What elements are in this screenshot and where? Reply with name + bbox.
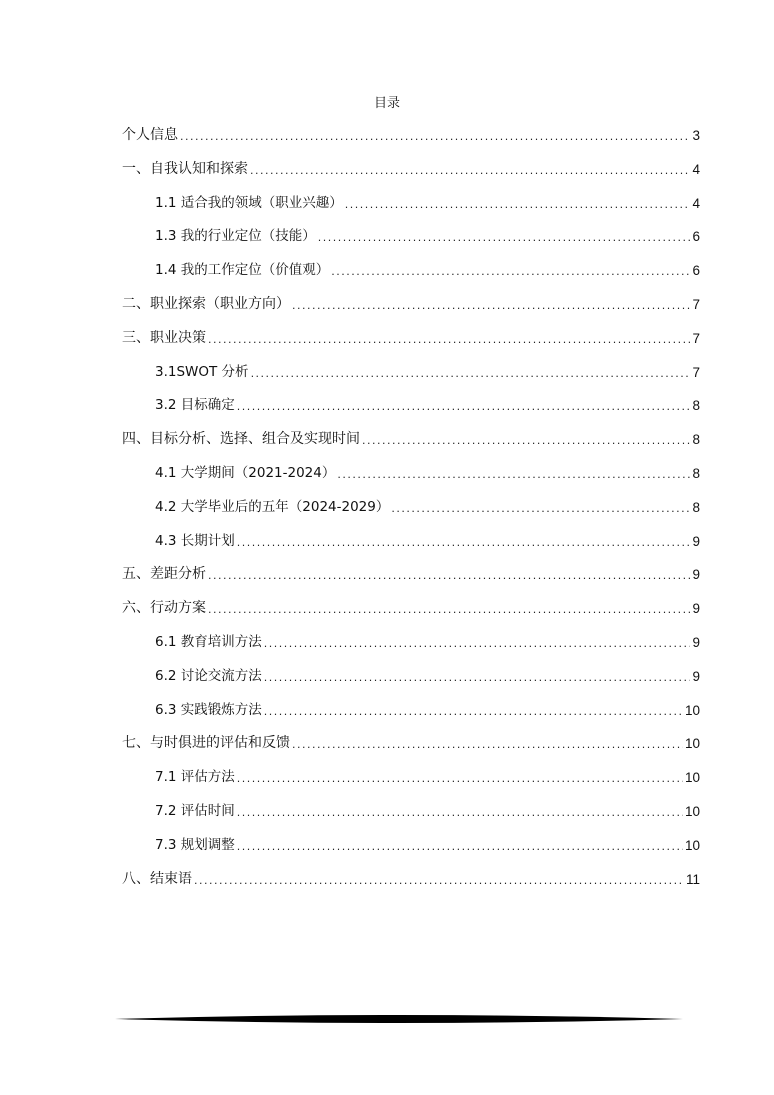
- toc-dot-leader: [237, 795, 683, 829]
- toc-entry-page-number: 8: [692, 465, 700, 481]
- toc-entry[interactable]: [122, 592, 700, 626]
- toc-dot-leader: [194, 863, 684, 897]
- toc-entry-label: 4.1 大学期间（2021-2024）: [155, 464, 336, 481]
- toc-dot-leader: [251, 356, 691, 390]
- toc-entry-page-number: 4: [692, 161, 700, 177]
- toc-entry-page-number: 7: [692, 364, 700, 380]
- toc-entry[interactable]: [122, 254, 700, 288]
- toc-entry-label: 个人信息: [122, 127, 178, 143]
- toc-entry-label: 七、与时俱进的评估和反馈: [122, 735, 290, 752]
- toc-entry-label: 八、结束语: [122, 870, 192, 887]
- toc-entry-label: 1.3 我的行业定位（技能）: [155, 228, 316, 245]
- toc-dot-leader: [292, 288, 690, 322]
- toc-entry[interactable]: [122, 558, 700, 592]
- toc-entry-label: 六、行动方案: [122, 600, 206, 617]
- toc-entry[interactable]: [122, 694, 700, 728]
- toc-entry-page-number: 9: [692, 567, 700, 583]
- toc-entry-page-number: 9: [692, 634, 700, 650]
- toc-entry-label: 一、自我认知和探索: [122, 160, 248, 177]
- toc-entry-page-number: 10: [684, 736, 700, 752]
- toc-entry-page-number: 7: [692, 296, 700, 312]
- toc-entry-page-number: 10: [684, 837, 700, 853]
- toc-entry-page-number: 3: [692, 128, 700, 143]
- toc-entry[interactable]: [122, 525, 700, 559]
- toc-entry-page-number: 8: [692, 398, 700, 414]
- toc-entry-page-number: 6: [692, 229, 700, 245]
- toc-entry[interactable]: [122, 829, 700, 863]
- toc-entry[interactable]: [122, 727, 700, 761]
- toc-entry[interactable]: [122, 220, 700, 254]
- toc-entry[interactable]: [122, 457, 700, 491]
- toc-title: 目录: [373, 96, 400, 111]
- toc-dot-leader: [208, 592, 690, 626]
- toc-dot-leader: [391, 491, 690, 525]
- toc-dot-leader: [264, 660, 691, 694]
- toc-entry-page-number: 4: [692, 195, 700, 211]
- toc-entry-page-number: 6: [692, 263, 700, 279]
- toc-dot-leader: [331, 254, 690, 288]
- toc-entry-label: 6.2 讨论交流方法: [155, 667, 262, 684]
- toc-entry-label: 6.1 教育培训方法: [155, 633, 262, 650]
- toc-entry-page-number: 8: [692, 432, 700, 448]
- toc-entry-label: 四、目标分析、选择、组合及实现时间: [122, 431, 360, 448]
- toc-dot-leader: [237, 389, 691, 423]
- toc-entry-label: 7.1 评估方法: [155, 769, 235, 786]
- toc-dot-leader: [337, 457, 690, 491]
- toc-dot-leader: [345, 187, 691, 221]
- toc-dot-leader: [180, 119, 690, 153]
- toc-entry-label: 3.2 目标确定: [155, 397, 235, 414]
- toc-entry[interactable]: [122, 153, 700, 187]
- toc-entry-label: 6.3 实践锻炼方法: [155, 701, 262, 718]
- toc-entry-label: 7.3 规划调整: [155, 836, 235, 853]
- toc-entry-page-number: 9: [692, 668, 700, 684]
- toc-entry[interactable]: [122, 795, 700, 829]
- toc-entry[interactable]: [122, 322, 700, 356]
- toc-entry[interactable]: [122, 187, 700, 221]
- table-of-contents: [122, 119, 700, 896]
- toc-entry-page-number: 8: [692, 499, 700, 515]
- toc-entry[interactable]: [122, 423, 700, 457]
- toc-entry-label: 7.2 评估时间: [155, 802, 235, 819]
- toc-dot-leader: [264, 694, 683, 728]
- toc-entry[interactable]: [122, 626, 700, 660]
- toc-entry[interactable]: [122, 119, 700, 153]
- toc-dot-leader: [237, 761, 683, 795]
- toc-entry-page-number: 9: [692, 601, 700, 617]
- toc-entry-label: 二、职业探索（职业方向）: [122, 295, 290, 312]
- toc-entry-page-number: 10: [684, 770, 700, 786]
- toc-entry[interactable]: [122, 863, 700, 897]
- toc-dot-leader: [208, 558, 690, 592]
- toc-dot-leader: [292, 727, 683, 761]
- toc-dot-leader: [362, 423, 690, 457]
- toc-dot-leader: [237, 829, 683, 863]
- toc-entry-label: 三、职业决策: [122, 329, 206, 346]
- toc-entry-page-number: 10: [684, 803, 700, 819]
- toc-dot-leader: [237, 525, 691, 559]
- toc-dot-leader: [264, 626, 691, 660]
- toc-dot-leader: [208, 322, 690, 356]
- toc-entry-label: 4.2 大学毕业后的五年（2024-2029）: [155, 498, 390, 515]
- footer-decorative-rule: [115, 1012, 683, 1026]
- toc-entry-page-number: 7: [692, 330, 700, 346]
- toc-entry[interactable]: [122, 761, 700, 795]
- toc-entry[interactable]: [122, 356, 700, 390]
- toc-entry[interactable]: [122, 389, 700, 423]
- toc-entry[interactable]: [122, 491, 700, 525]
- toc-entry-label: 1.1 适合我的领域（职业兴趣）: [155, 194, 343, 211]
- toc-entry-page-number: 9: [692, 533, 700, 549]
- toc-entry-page-number: 11: [685, 871, 700, 887]
- toc-entry-label: 3.1SWOT 分析: [155, 363, 249, 380]
- toc-dot-leader: [318, 220, 691, 254]
- toc-entry-label: 1.4 我的工作定位（价值观）: [155, 262, 330, 279]
- toc-entry-label: 五、差距分析: [122, 566, 206, 583]
- toc-dot-leader: [250, 153, 690, 187]
- toc-entry[interactable]: [122, 288, 700, 322]
- toc-entry[interactable]: [122, 660, 700, 694]
- toc-entry-page-number: 10: [684, 702, 700, 718]
- toc-entry-label: 4.3 长期计划: [155, 532, 235, 549]
